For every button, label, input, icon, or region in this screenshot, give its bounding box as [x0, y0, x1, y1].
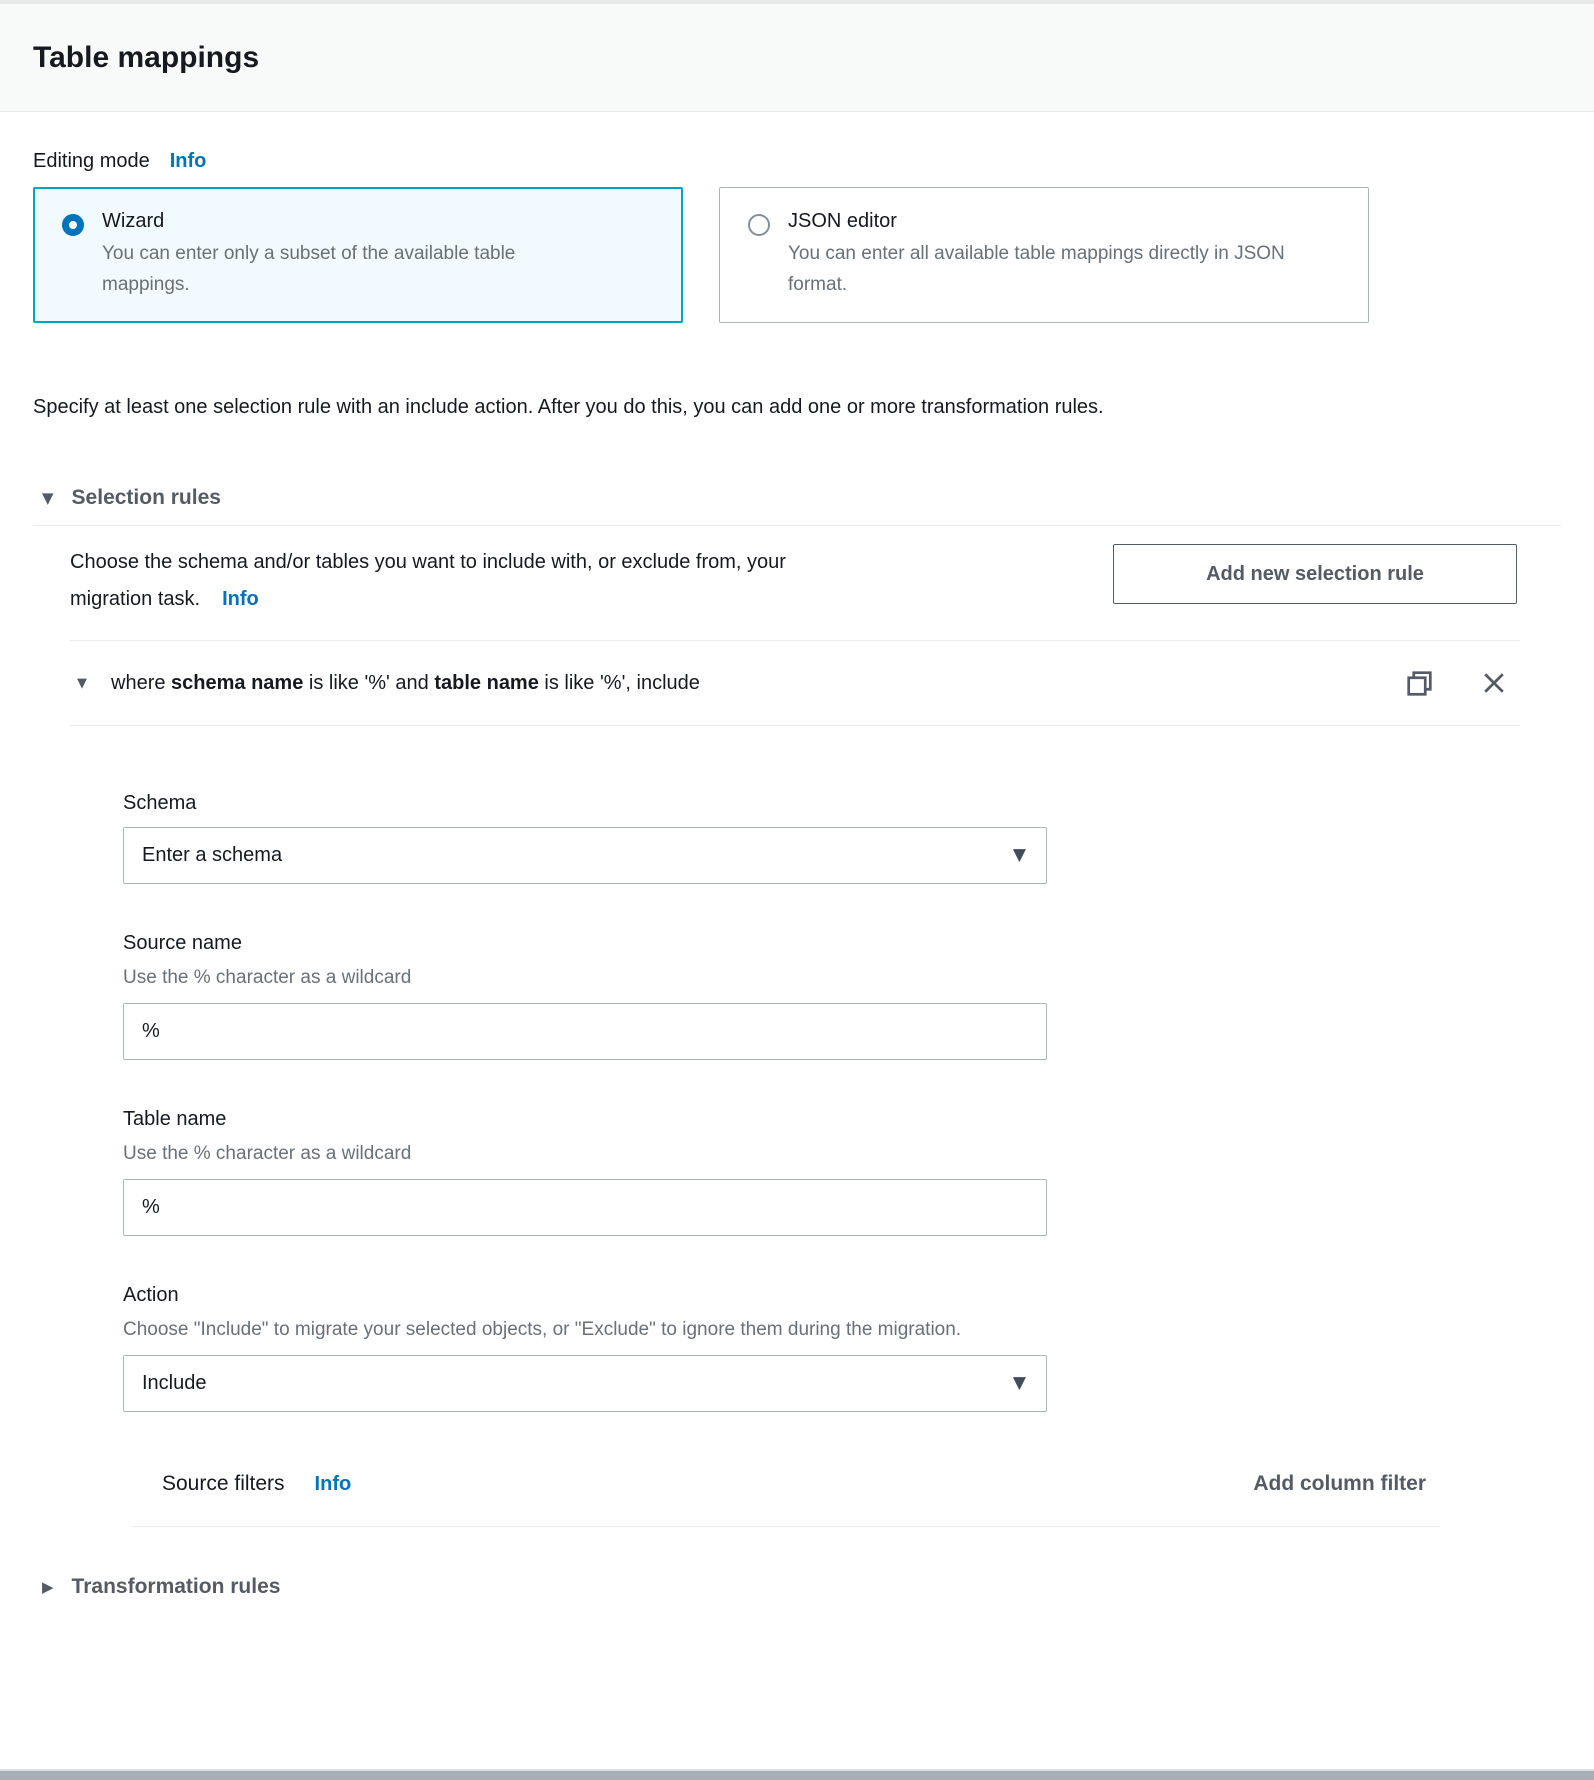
tile-title: Wizard: [102, 210, 165, 232]
selection-rules-description: Choose the schema and/or tables you want to include with, or exclude from, your migration task. Info: [70, 551, 786, 610]
source-name-input[interactable]: [123, 1003, 1047, 1060]
intro-text: Specify at least one selection rule with an include action. After you do this, you can add one or more transformation rules.: [33, 396, 1104, 418]
selection-rules-intro-row: [33, 544, 1561, 618]
editing-mode-tile-wizard[interactable]: [33, 187, 683, 323]
action-select[interactable]: [123, 1355, 1047, 1412]
caret-down-icon: ▼: [1012, 845, 1026, 865]
tile-text: [102, 210, 602, 300]
selection-rule-summary-row[interactable]: [33, 641, 1561, 725]
radio-selected-icon[interactable]: [62, 214, 84, 236]
editing-mode-tile-json-editor[interactable]: [719, 187, 1369, 323]
caret-down-icon: ▼: [1012, 1373, 1026, 1393]
table-name-hint: Use the % character as a wildcard: [123, 1143, 412, 1164]
source-filters-label: Source filters: [162, 1472, 285, 1495]
selection-rules-info-link[interactable]: Info: [222, 588, 259, 610]
action-hint: Choose "Include" to migrate your selected objects, or "Exclude" to ignore them during the migration.: [123, 1319, 962, 1340]
action-label: Action: [123, 1284, 179, 1306]
tile-title: JSON editor: [788, 210, 897, 232]
schema-label: Schema: [123, 792, 197, 814]
rule-summary-text: where schema name is like '%' and table name is like '%', include: [111, 671, 700, 694]
tile-text: [788, 210, 1328, 300]
tile-description: You can enter only a subset of the available table mappings.: [102, 243, 516, 295]
remove-rule-button[interactable]: [1481, 670, 1507, 696]
bottom-panel-edge: [0, 1769, 1594, 1780]
page-title: Table mappings: [33, 40, 260, 74]
radio-unselected-icon[interactable]: [748, 214, 770, 236]
selection-rules-title: Selection rules: [71, 486, 221, 509]
editing-mode-info-link[interactable]: Info: [169, 150, 207, 172]
table-name-label: Table name: [123, 1108, 227, 1130]
source-filters-row: [132, 1472, 1440, 1527]
source-name-field: [123, 932, 1561, 1060]
panel-content: [0, 150, 1594, 1599]
editing-mode-tiles: [33, 187, 1561, 323]
add-selection-rule-button[interactable]: Add new selection rule: [1113, 544, 1517, 604]
panel-header: [0, 0, 1594, 112]
copy-icon: [1406, 670, 1433, 697]
selection-rules-expander[interactable]: [33, 486, 1561, 510]
source-name-label: Source name: [123, 932, 242, 954]
action-select-value: Include: [142, 1372, 207, 1394]
selection-rule-form: [33, 726, 1561, 1412]
editing-mode-label: Editing mode: [33, 150, 150, 172]
source-name-hint: Use the % character as a wildcard: [123, 967, 412, 988]
action-field: [123, 1284, 1561, 1412]
caret-down-icon: ▼: [77, 675, 87, 691]
divider: [33, 525, 1561, 526]
editing-mode-row: [33, 150, 1561, 173]
schema-field: [123, 792, 1561, 884]
source-filters-info-link[interactable]: Info: [314, 1472, 352, 1495]
add-column-filter-button[interactable]: Add column filter: [1253, 1472, 1426, 1495]
tile-description: You can enter all available table mappings directly in JSON format.: [788, 243, 1285, 295]
table-name-input[interactable]: [123, 1179, 1047, 1236]
transformation-rules-expander[interactable]: [33, 1575, 1561, 1599]
transformation-rules-title: Transformation rules: [71, 1575, 281, 1598]
close-icon: [1481, 670, 1507, 696]
caret-right-icon: ▶: [42, 1577, 54, 1596]
caret-down-icon: ▼: [42, 488, 54, 507]
copy-rule-button[interactable]: [1406, 670, 1433, 697]
schema-select-value: Enter a schema: [142, 844, 283, 866]
table-name-field: [123, 1108, 1561, 1236]
schema-select[interactable]: [123, 827, 1047, 884]
